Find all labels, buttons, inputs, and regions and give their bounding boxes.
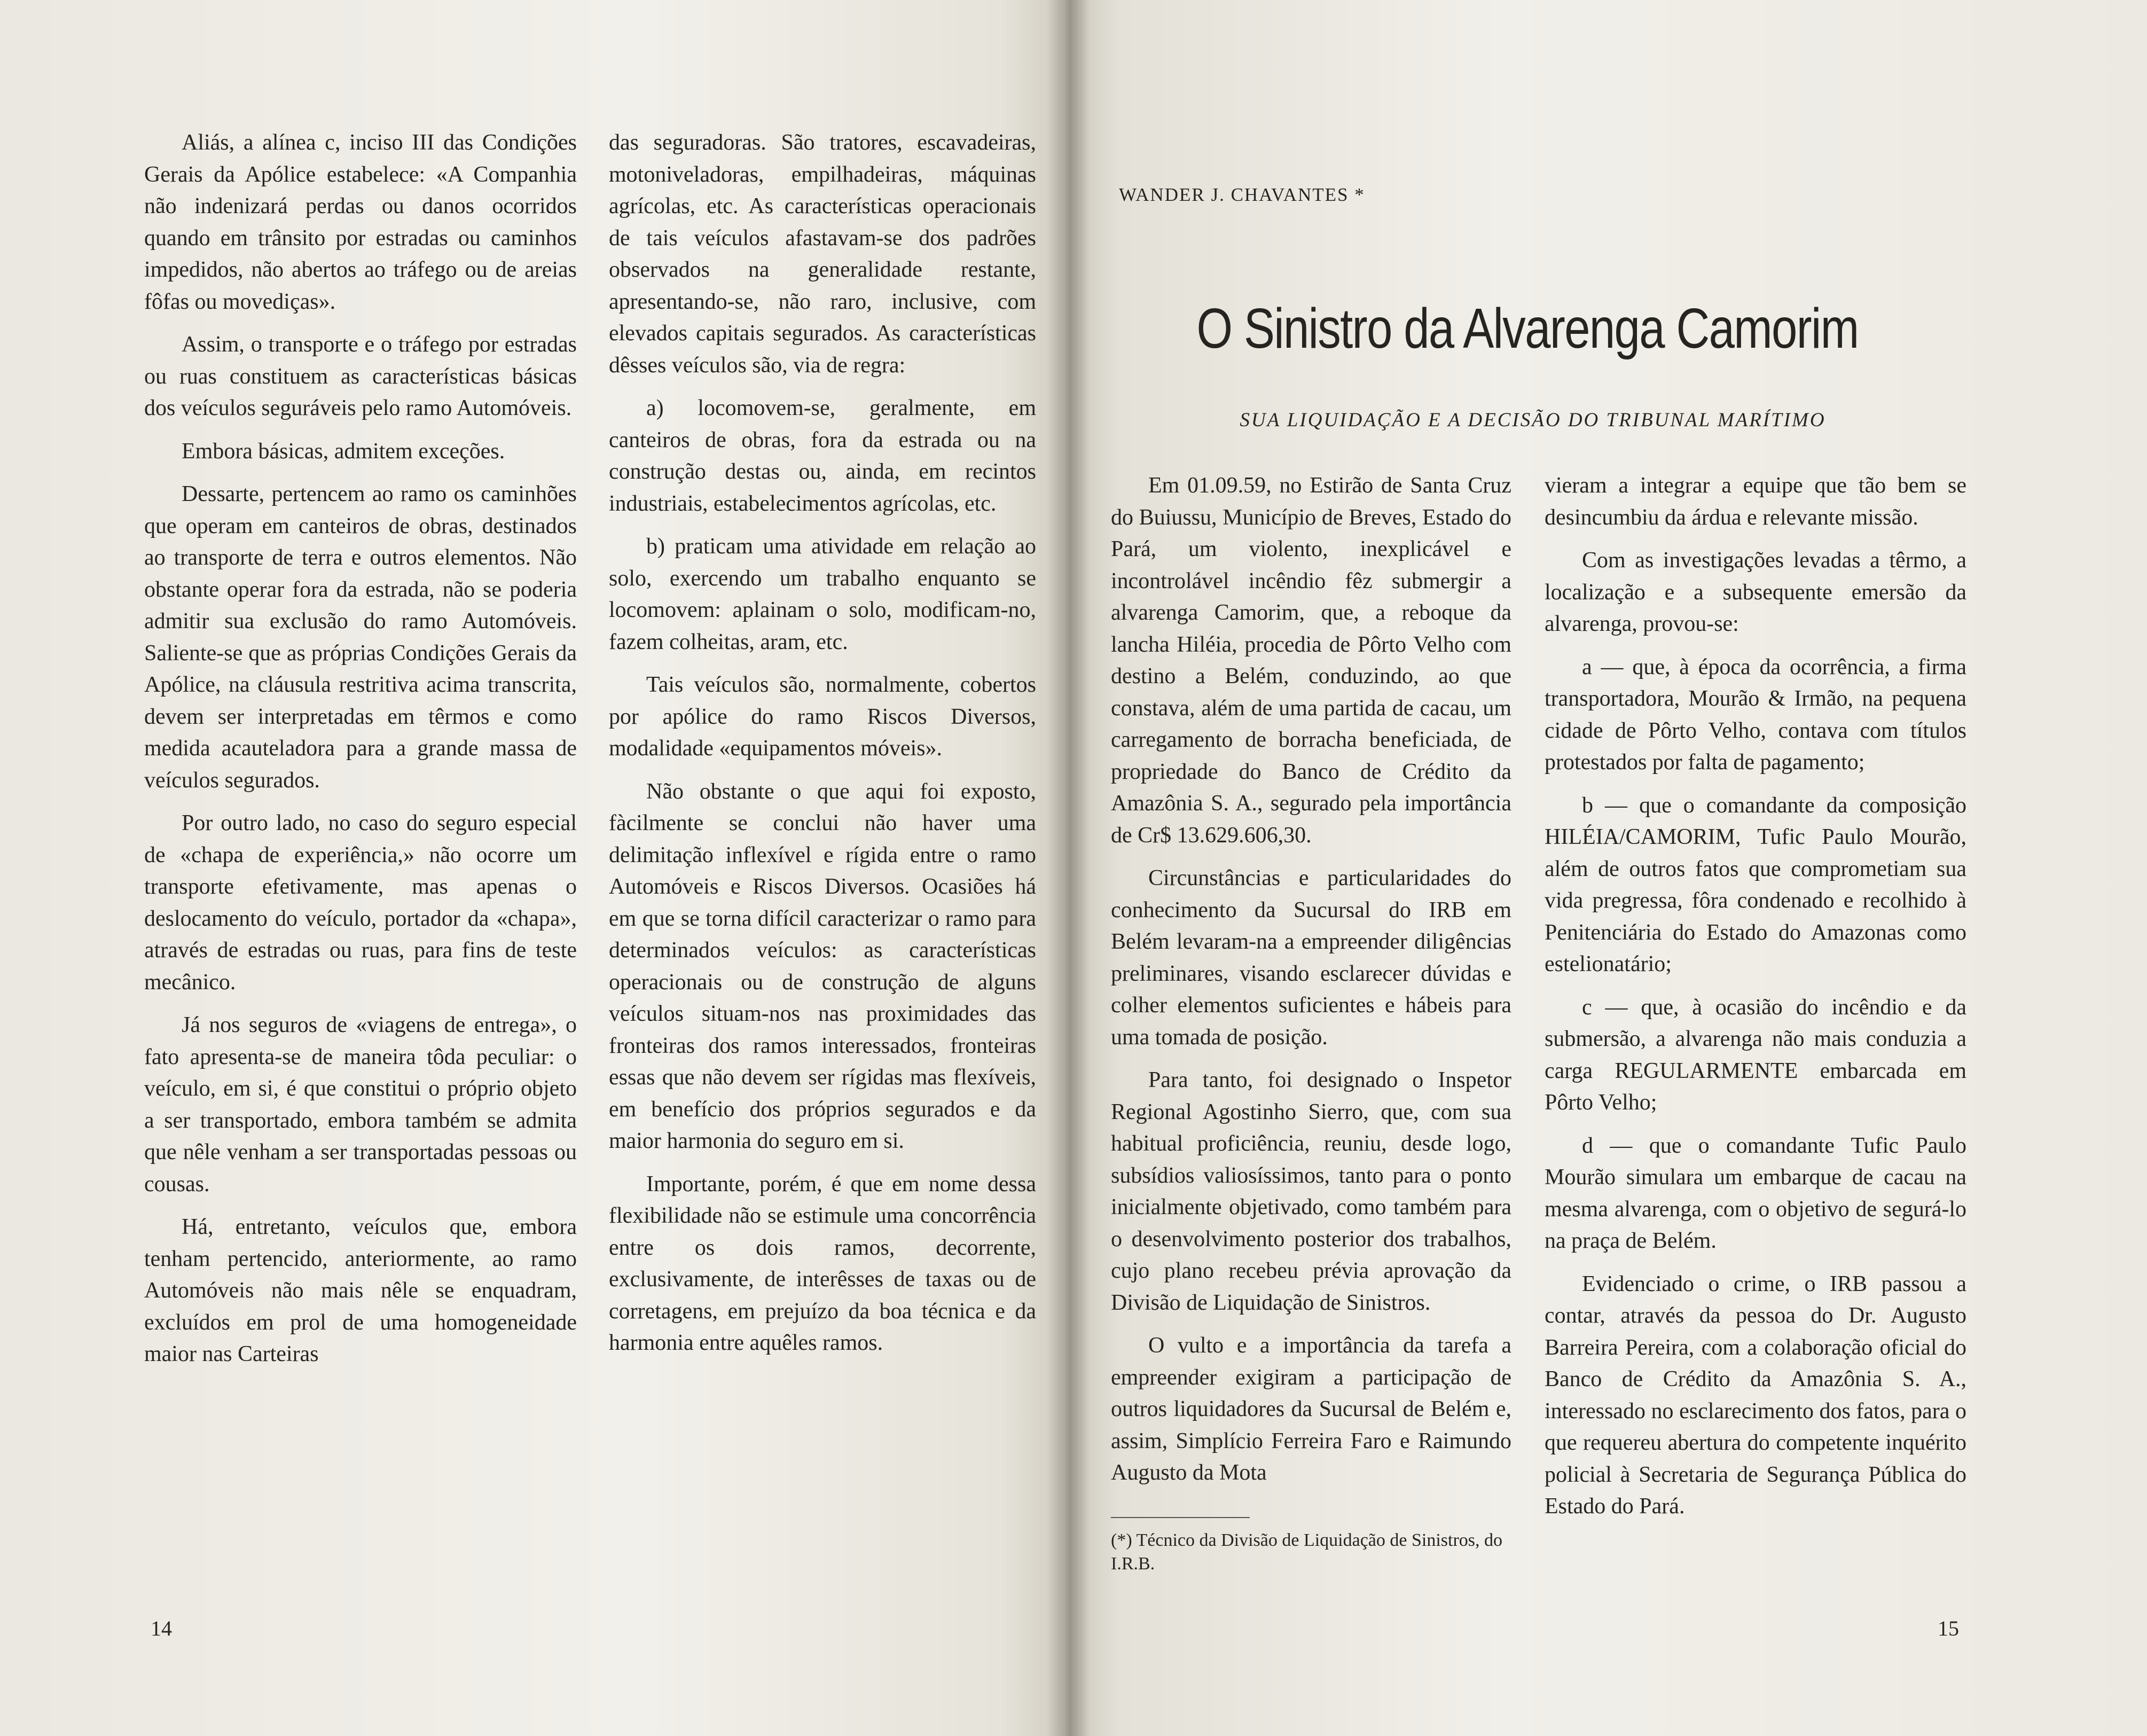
paragraph: Há, entretanto, veículos que, embora tenham pertencido, anteriormente, ao ramo Automóveis não mais nêle se enquadram, excluídos em prol de uma homogeneidade maior nas Carteiras bbox=[144, 1215, 577, 1366]
paragraph: Assim, o transporte e o tráfego por estradas ou ruas constituem as características básicas dos veículos seguráveis pelo ramo Automóveis. bbox=[144, 332, 577, 420]
paragraph: a) locomovem-se, geralmente, em canteiros de obras, fora da estrada ou na construção destas ou, ainda, em recintos industriais, estabelecimentos agrícolas, etc. bbox=[609, 396, 1036, 516]
paragraph: Com as investigações levadas a têrmo, a localização e a subsequente emersão da alvarenga, provou-se: bbox=[1545, 548, 1966, 636]
paragraph: Dessarte, pertencem ao ramo os caminhões que operam em canteiros de obras, destinados ao transporte de terra e outros elementos. Não obstante operar fora da estrada, não se poderia admitir sua exclusão do ramo Automóveis. Saliente-se que as próprias Condições Gerais da Apólice, na cláusula restritiva acima transcrita, devem ser interpretadas em têrmos e como medida acauteladora para a grande massa de veículos segurados. bbox=[144, 482, 577, 793]
book-gutter bbox=[1047, 0, 1090, 1736]
paragraph: d — que o comandante Tufic Paulo Mourão simulara um embarque de cacau na mesma alvarenga, com o objetivo de segurá-lo na praça de Belém. bbox=[1545, 1133, 1966, 1253]
paragraph: Em 01.09.59, no Estirão de Santa Cruz do Buiussu, Município de Breves, Estado do Pará, um violento, inexplicável e incontrolável incêndio fêz submergir a alvarenga Camorim, que, a reboque da lancha Hiléia, procedia de Pôrto Velho com destino a Belém, conduzindo, ao que constava, além de uma partida de cacau, um carregamento de borracha beneficiada, de propriedade do Banco de Crédito da Amazônia S. A., segurado pela importância de Cr$ 13.629.606,30. bbox=[1111, 473, 1511, 848]
footnote: (*) Técnico da Divisão de Liquidação de Sinistros, do I.R.B. bbox=[1111, 1530, 1503, 1574]
left-page bbox=[0, 0, 1065, 1736]
page-number-right: 15 bbox=[1938, 1616, 1959, 1640]
paragraph: c — que, à ocasião do incêndio e da submersão, a alvarenga não mais conduzia a carga REGULARMENTE embarcada em Pôrto Velho; bbox=[1545, 995, 1966, 1115]
paragraph: O vulto e a importância da tarefa a empreender exigiram a participação de outros liquidadores da Sucursal de Belém e, assim, Simplício Ferreira Faro e Raimundo Augusto da Mota bbox=[1111, 1333, 1511, 1485]
paragraph: b — que o comandante da composição HILÉIA/CAMORIM, Tufic Paulo Mourão, além de outros fatos que comprometiam sua vida pregressa, fôra condenado e recolhido à Penitenciária do Estado do Amazonas como estelionatário; bbox=[1545, 793, 1966, 976]
right-column-2 bbox=[1545, 470, 1966, 1534]
paragraph: Embora básicas, admitem exceções. bbox=[182, 439, 505, 464]
article-subtitle: SUA LIQUIDAÇÃO E A DECISÃO DO TRIBUNAL MARÍTIMO bbox=[1240, 409, 1826, 431]
paragraph: Importante, porém, é que em nome dessa flexibilidade não se estimule uma concorrência entre os dois ramos, decorrente, exclusivamente, de interêsses de taxas ou de corretagens, em prejuízo da boa técnica e da harmonia entre aquêles ramos. bbox=[609, 1171, 1036, 1355]
paragraph: Tais veículos são, normalmente, cobertos por apólice do ramo Riscos Diversos, modalidade «equipamentos móveis». bbox=[609, 672, 1036, 761]
paragraph: a — que, à época da ocorrência, a firma transportadora, Mourão & Irmão, na pequena cidade de Pôrto Velho, contava com títulos protestados por falta de pagamento; bbox=[1545, 654, 1966, 775]
page-number-left: 14 bbox=[151, 1616, 172, 1640]
paragraph: Aliás, a alínea c, inciso III das Condições Gerais da Apólice estabelece: «A Companhia não indenizará perdas ou danos ocorridos quando em trânsito por estradas ou caminhos impedidos, não abertos ao tráfego ou de areias fôfas ou movediças». bbox=[144, 130, 577, 314]
paragraph: vieram a integrar a equipe que tão bem se desincumbiu da árdua e relevante missão. bbox=[1545, 473, 1966, 530]
paragraph: Evidenciado o crime, o IRB passou a contar, através da pessoa do Dr. Augusto Barreira Pereira, com a colaboração oficial do Banco de Crédito da Amazônia S. A., interessado no esclarecimento dos fatos, para o que requereu abertura do competente inquérito policial à Secretaria de Segurança Pública do Estado do Pará. bbox=[1545, 1271, 1966, 1519]
author-byline: WANDER J. CHAVANTES * bbox=[1119, 184, 1365, 205]
paragraph: b) praticam uma atividade em relação ao solo, exercendo um trabalho enquanto se locomovem: aplainam o solo, modificam-no, fazem colheitas, aram, etc. bbox=[609, 534, 1036, 654]
paragraph: Para tanto, foi designado o Inspetor Regional Agostinho Sierro, que, com sua habitual proficiência, reuniu, desde logo, subsídios valiosíssimos, tanto para o ponto inicialmente objetivado, como também para o desenvolvimento posterior dos trabalhos, cujo plano recebeu prévia aprovação da Divisão de Liquidação de Sinistros. bbox=[1111, 1068, 1511, 1315]
paragraph: Circunstâncias e particularidades do conhecimento da Sucursal do IRB em Belém levaram-na a empreender diligências preliminares, visando esclarecer dúvidas e colher elementos suficientes e hábeis para uma tomada de posição. bbox=[1111, 866, 1511, 1050]
paragraph: Já nos seguros de «viagens de entrega», o fato apresenta-se de maneira tôda peculiar: o veículo, em si, é que constitui o próprio objeto a ser transportado, embora também se admita que nêle venham a ser transportadas pessoas ou cousas. bbox=[144, 1013, 577, 1197]
right-column-1 bbox=[1111, 470, 1511, 1500]
left-column-1 bbox=[144, 127, 577, 1382]
paragraph: Por outro lado, no caso do seguro especial de «chapa de experiência,» não ocorre um transporte efetivamente, mas apenas o deslocamento do veículo, portador da «chapa», através de estradas ou ruas, para fins de teste mecânico. bbox=[144, 811, 577, 995]
left-column-2 bbox=[609, 127, 1036, 1371]
paragraph: das seguradoras. São tratores, escavadeiras, motoniveladoras, empilhadeiras, máquinas agrícolas, etc. As características operacionais de tais veículos afastavam-se dos padrões observados na generalidade restante, apresentando-se, não raro, inclusive, com elevados capitais segurados. As características dêsses veículos são, via de regra: bbox=[609, 130, 1036, 378]
article-title: O Sinistro da Alvarenga Camorim bbox=[1196, 297, 1859, 360]
footnote-divider bbox=[1111, 1517, 1250, 1518]
paragraph: Não obstante o que aqui foi exposto, fàcilmente se conclui não haver uma delimitação inflexível e rígida entre o ramo Automóveis e Riscos Diversos. Ocasiões há em que se torna difícil caracterizar o ramo para determinados veículos: as características operacionais ou de construção de alguns veículos situam-nos nas proximidades das fronteiras dos ramos interessados, fronteiras essas que não devem ser rígidas mas flexíveis, em benefício dos próprios segurados e da maior harmonia do seguro em si. bbox=[609, 779, 1036, 1153]
